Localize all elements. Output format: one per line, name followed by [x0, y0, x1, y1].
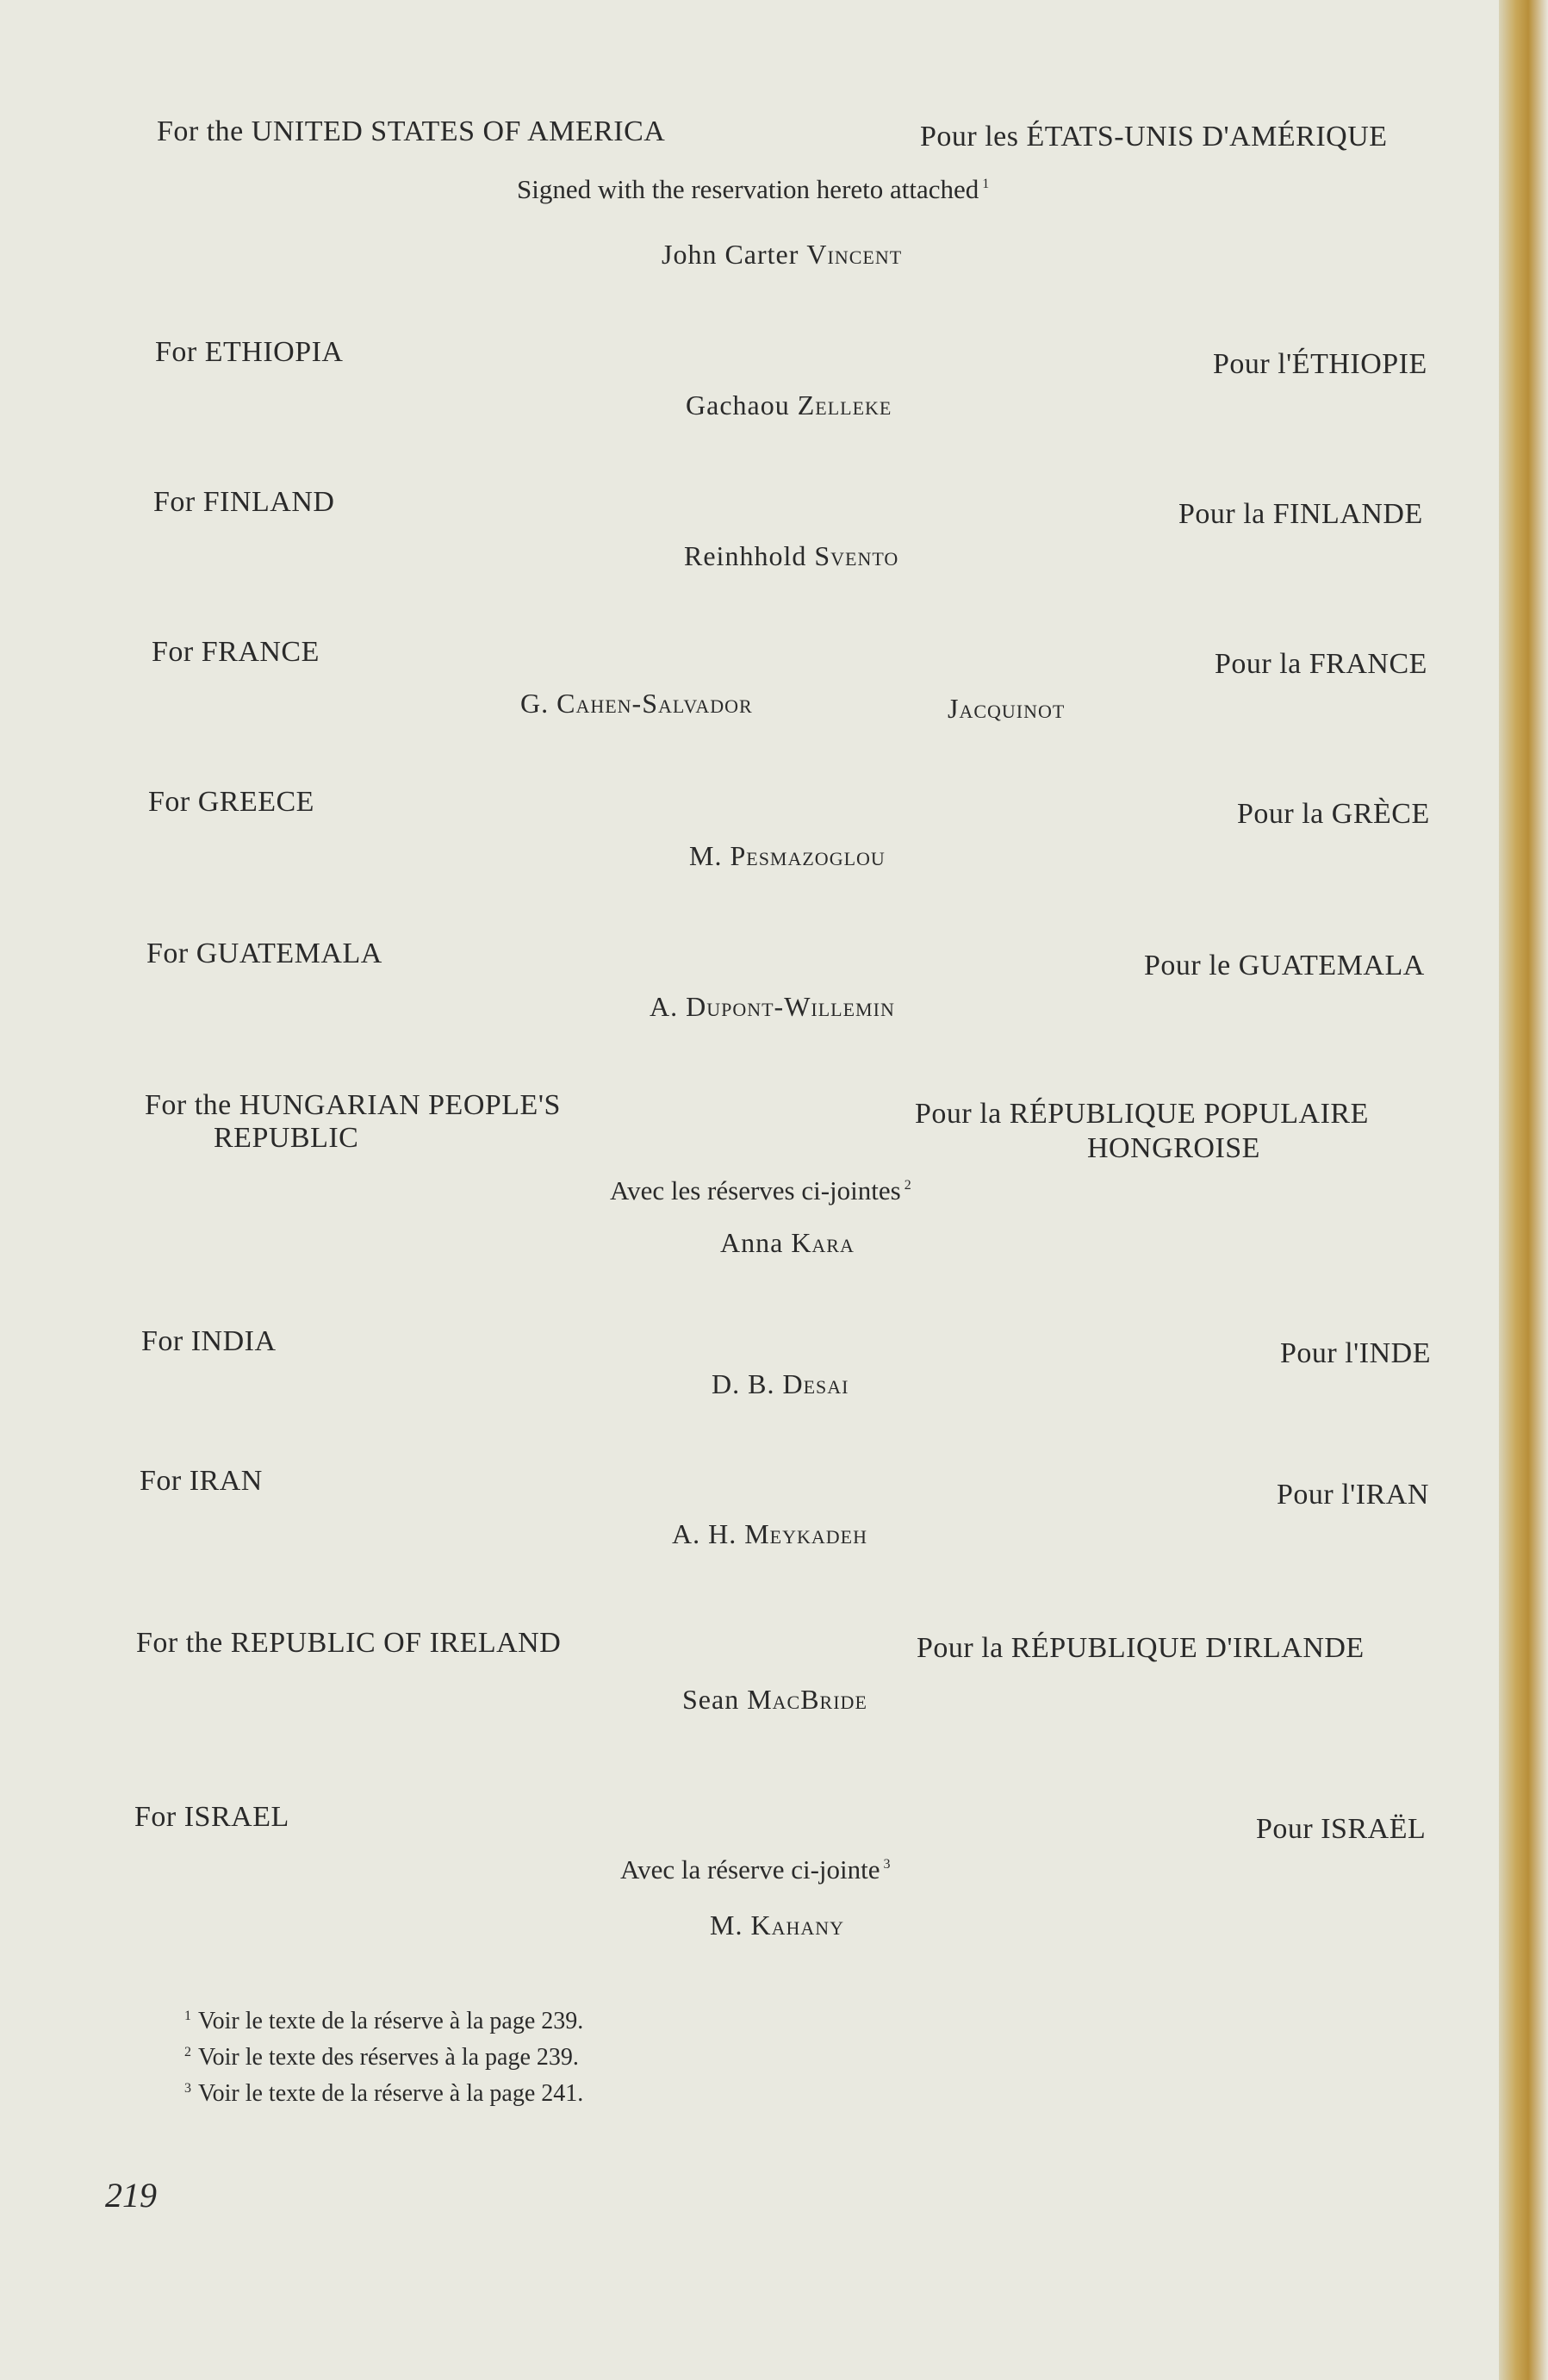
reservation-note: Avec la réserve ci-jointe $^3$ [620, 1854, 891, 1885]
footnote: $^1$ Voir le texte de la réserve à la page 239. [184, 2008, 584, 2034]
country-en: For ISRAEL [134, 1801, 289, 1833]
signatory: John Carter Vincent [662, 239, 903, 270]
country-fr: Pour ISRAËL [1256, 1813, 1427, 1845]
signatory: Reinhhold Svento [684, 540, 899, 571]
reservation-note: Signed with the reservation hereto attached $^1$ [517, 174, 990, 204]
signatory: Gachaou Zelleke [686, 389, 892, 421]
country-en: REPUBLIC [214, 1122, 359, 1154]
country-en: For IRAN [140, 1465, 263, 1497]
footnote-ref: 1 [982, 177, 990, 191]
country-fr: Pour la RÉPUBLIQUE POPULAIRE [915, 1098, 1369, 1130]
signatory: A. H. Meykadeh [672, 1518, 867, 1549]
book-gutter [1499, 0, 1548, 2380]
country-fr: Pour l'IRAN [1277, 1479, 1429, 1511]
country-fr: Pour l'INDE [1280, 1337, 1432, 1369]
footnote-ref: 2 [904, 1178, 911, 1193]
signatory: M. Kahany [710, 1910, 845, 1941]
footnote-ref: 3 [883, 1857, 891, 1872]
country-fr: Pour les ÉTATS-UNIS D'AMÉRIQUE [920, 121, 1388, 153]
signatory: Sean MacBride [682, 1684, 867, 1715]
country-en: For FINLAND [153, 486, 335, 518]
signatory: A. Dupont-Willemin [650, 991, 895, 1022]
signatory: D. B. Desai [712, 1368, 849, 1399]
country-en: For GUATEMALA [146, 938, 382, 969]
signatory: M. Pesmazoglou [689, 840, 886, 871]
reservation-note: Avec les réserves ci-jointes $^2$ [610, 1175, 911, 1206]
country-en: For ETHIOPIA [155, 336, 344, 368]
country-fr: Pour la FRANCE [1215, 648, 1427, 680]
country-fr: Pour le GUATEMALA [1144, 950, 1425, 981]
country-en: For the UNITED STATES OF AMERICA [157, 115, 666, 147]
signatory: G. Cahen-Salvador [520, 688, 753, 719]
country-en: For the HUNGARIAN PEOPLE'S [145, 1089, 561, 1121]
signatory: Anna Kara [720, 1227, 855, 1258]
country-en: For INDIA [141, 1325, 277, 1357]
footnote: $^3$ Voir le texte de la réserve à la page 241. [184, 2080, 584, 2107]
country-en: For GREECE [148, 786, 314, 818]
footnote: $^2$ Voir le texte des réserves à la page 239. [184, 2044, 579, 2071]
country-fr: Pour la FINLANDE [1178, 498, 1423, 530]
country-fr: Pour l'ÉTHIOPIE [1213, 348, 1427, 380]
country-en: For the REPUBLIC OF IRELAND [136, 1627, 562, 1659]
country-fr: Pour la GRÈCE [1237, 798, 1430, 830]
country-fr: Pour la RÉPUBLIQUE D'IRLANDE [917, 1632, 1365, 1664]
signatory: Jacquinot [948, 693, 1066, 724]
page-number: 219 [105, 2176, 157, 2215]
country-en: For FRANCE [152, 636, 320, 668]
country-fr: HONGROISE [1087, 1132, 1260, 1164]
